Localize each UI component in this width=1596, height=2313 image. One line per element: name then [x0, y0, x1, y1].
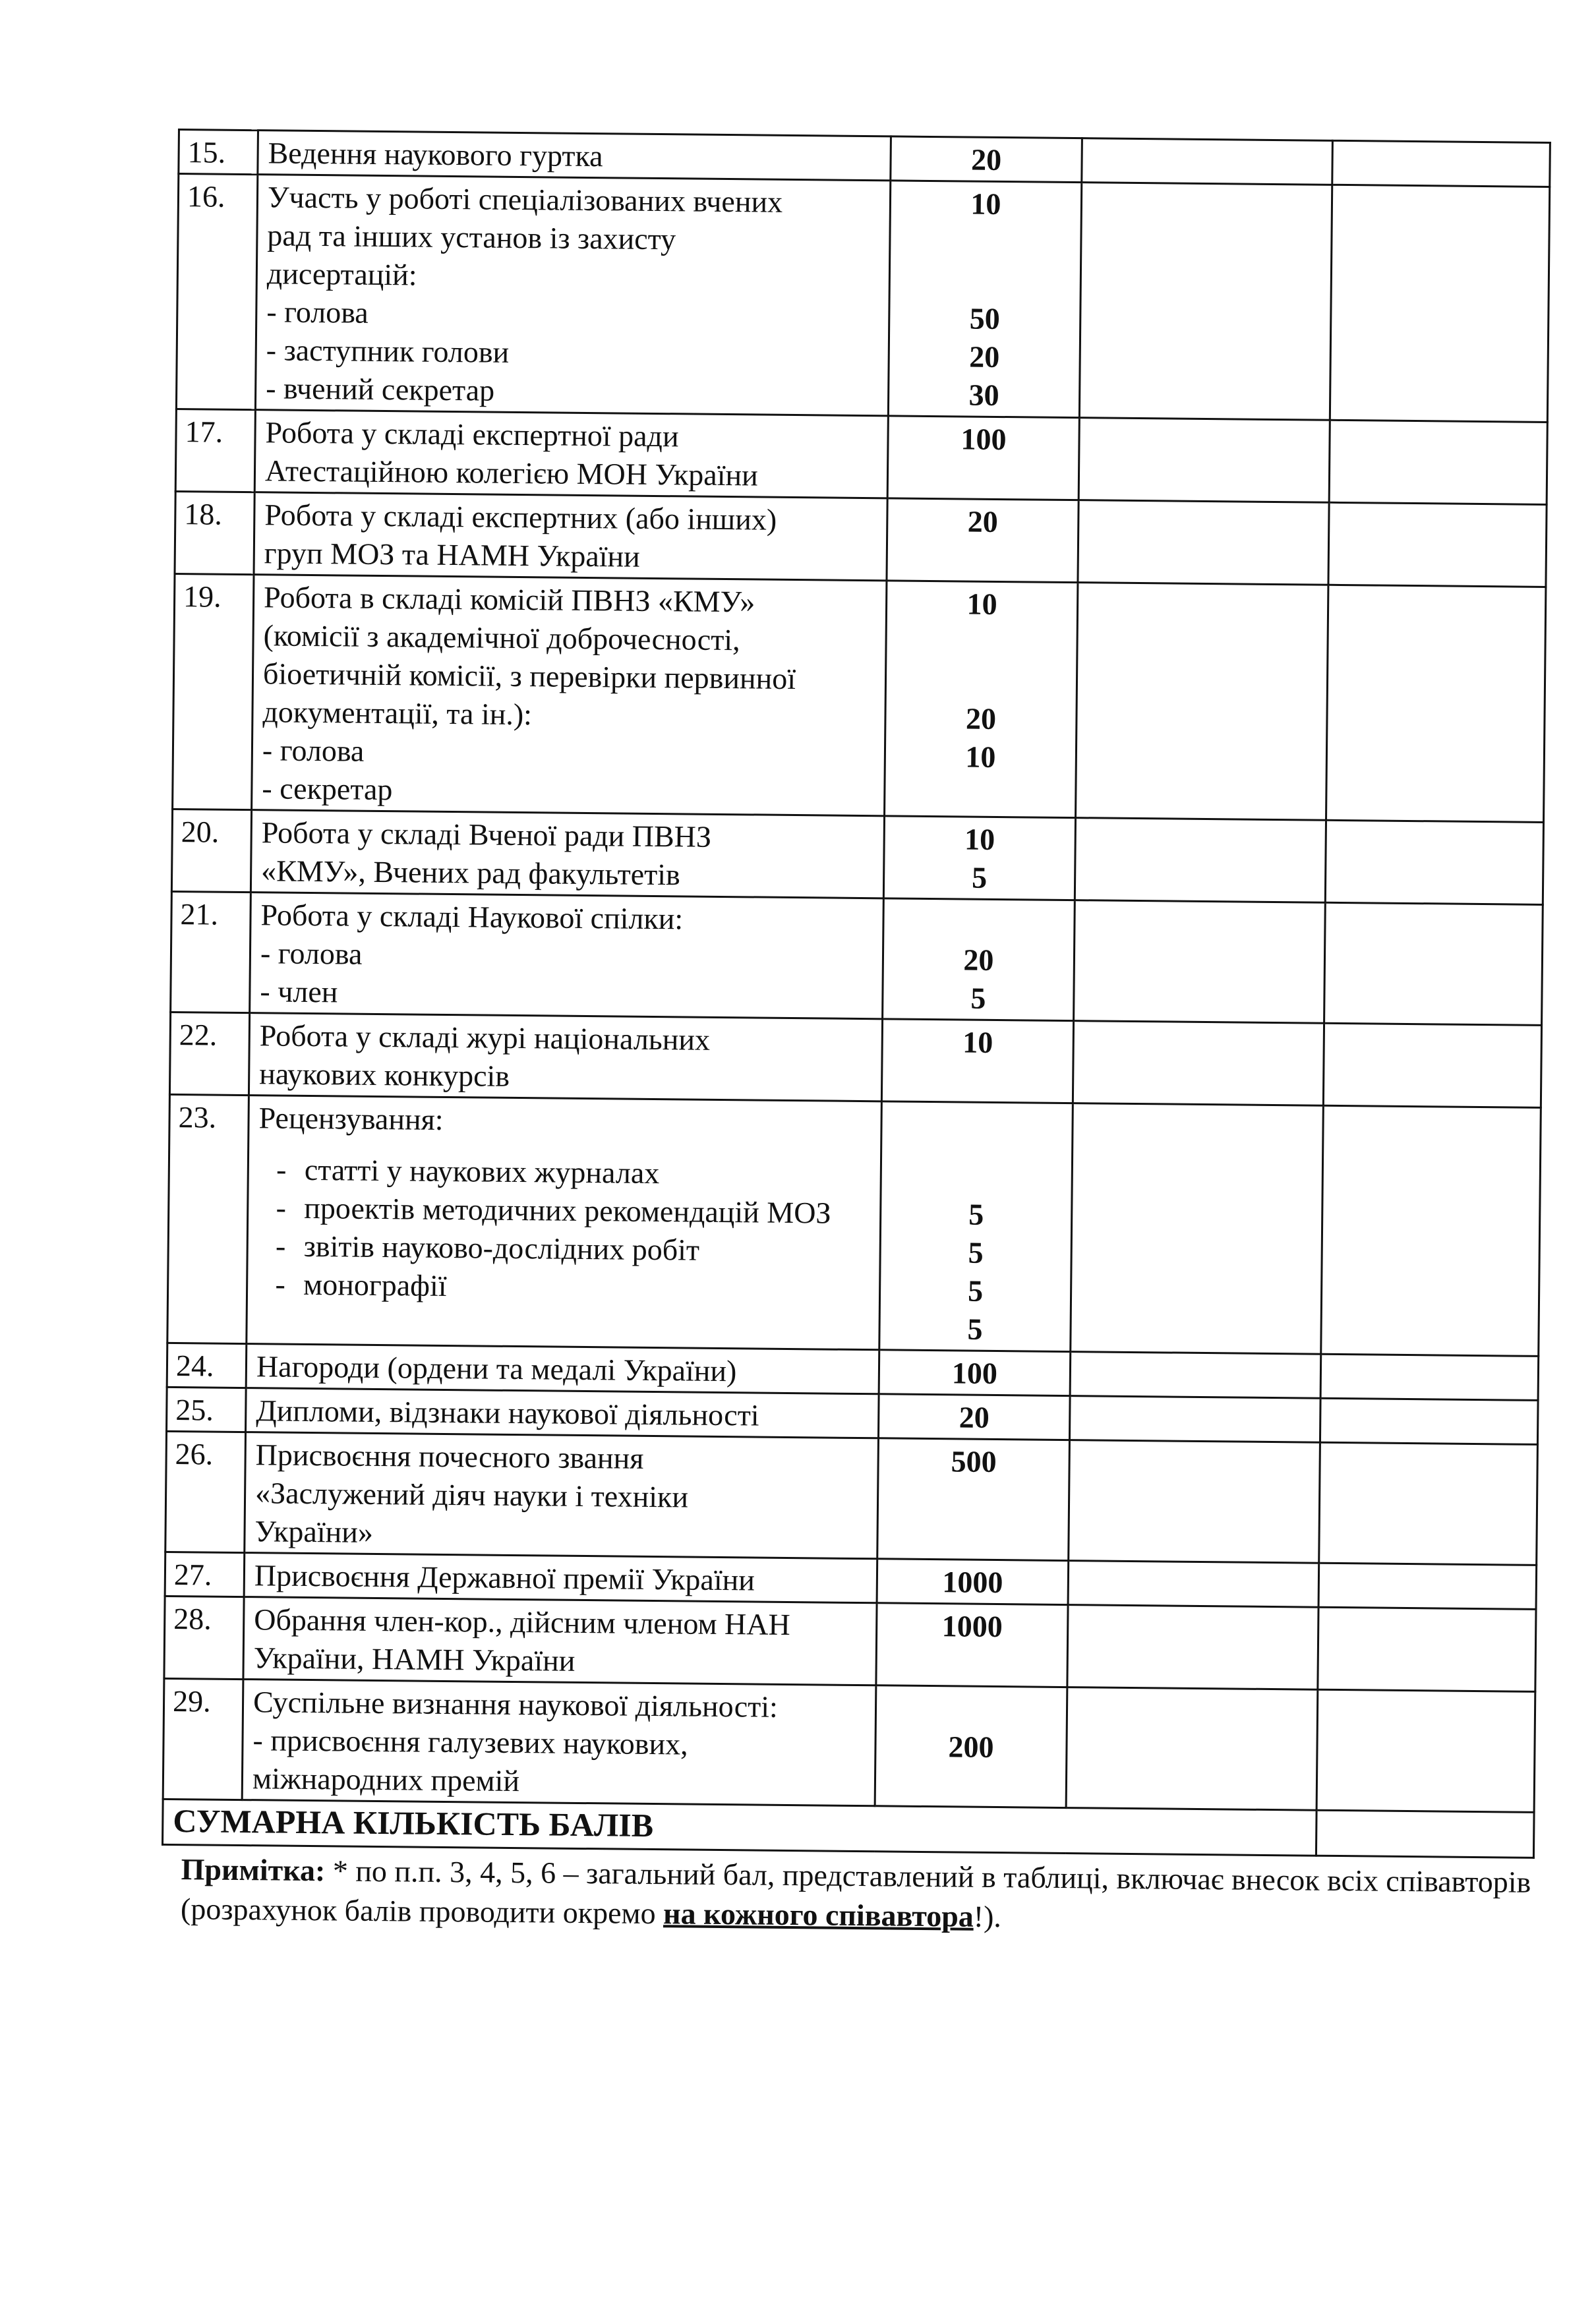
score-cell-b[interactable]: [1319, 1442, 1538, 1565]
score-cell-b[interactable]: [1320, 1354, 1539, 1400]
score-cell-a[interactable]: [1074, 900, 1326, 1024]
points-value: 5: [968, 1235, 984, 1270]
criterion-bullet-item: [257, 1227, 870, 1271]
points-value: 20: [970, 142, 1002, 177]
criterion-line: Присвоєння почесного звання: [255, 1438, 644, 1475]
points-value: 10: [970, 187, 1001, 221]
points-cell: [885, 581, 1078, 818]
table-row: [175, 491, 1547, 587]
score-cell-a[interactable]: [1070, 1352, 1321, 1399]
points-value: [893, 902, 1065, 941]
table-row: [165, 1431, 1538, 1565]
score-cell-a[interactable]: [1069, 1396, 1320, 1443]
criterion-cell: [243, 1597, 877, 1685]
row-number: 18.: [175, 491, 254, 574]
points-value: 500: [951, 1444, 997, 1479]
footnote: [161, 1850, 1552, 1942]
criterion-line: Робота у складі експертної ради: [265, 415, 679, 454]
criterion-line: - заступник голови: [266, 333, 510, 369]
criterion-line: дисертацій:: [266, 256, 417, 292]
criterion-line: - голова: [262, 733, 365, 768]
row-number: 23.: [167, 1094, 249, 1343]
score-cell-b[interactable]: [1332, 140, 1551, 187]
points-cell: [877, 1438, 1070, 1561]
score-cell-b[interactable]: [1318, 1563, 1537, 1609]
criterion-line: Робота у складі Наукової спілки:: [260, 898, 684, 936]
score-cell-a[interactable]: [1069, 1440, 1320, 1564]
bullet-dash-icon: -: [276, 1152, 287, 1186]
bullet-dash-icon: -: [276, 1190, 287, 1225]
bullet-dash-icon: -: [275, 1229, 286, 1263]
row-number: 15.: [179, 130, 258, 175]
points-value: [900, 261, 1071, 301]
row-number: 24.: [167, 1343, 247, 1388]
points-value: 20: [963, 943, 994, 977]
score-cell-b[interactable]: [1318, 1607, 1536, 1691]
criterion-cell: [244, 1553, 877, 1603]
criterion-cell: [246, 1344, 879, 1394]
score-cell-b[interactable]: [1326, 585, 1546, 822]
score-cell-b[interactable]: [1328, 502, 1547, 587]
score-cell-a[interactable]: [1071, 1103, 1324, 1355]
score-cell-b[interactable]: [1323, 1023, 1541, 1107]
criterion-bullet-item: [258, 1188, 871, 1233]
bullet-dash-icon: -: [275, 1267, 286, 1301]
points-value: 1000: [941, 1609, 1003, 1644]
table-row: [175, 409, 1547, 504]
criterion-line: України, НАМН України: [253, 1641, 576, 1678]
criterion-line: Дипломи, відзнаки наукової діяльності: [256, 1393, 759, 1432]
table-row: [169, 1012, 1541, 1107]
document-page: [161, 129, 1549, 1942]
criterion-line: Участь у роботі спеціалізованих вчених: [267, 180, 783, 219]
criterion-cell: [258, 131, 891, 181]
criterion-line: Суспільне визнання наукової діяльності:: [252, 1685, 779, 1724]
table-row: [173, 573, 1546, 822]
criterion-heading: Рецензування:: [258, 1101, 444, 1136]
criterion-cell: [255, 175, 890, 416]
points-value: 30: [968, 378, 999, 412]
score-cell-b[interactable]: [1330, 185, 1549, 422]
score-cell-b[interactable]: [1329, 420, 1547, 504]
footnote-label: Примітка:: [181, 1852, 326, 1888]
points-cell: [888, 181, 1081, 418]
points-value: 100: [961, 422, 1007, 457]
score-cell-a[interactable]: [1067, 1605, 1318, 1690]
row-number: 17.: [175, 409, 255, 492]
bullet-text: монографії: [303, 1267, 447, 1303]
points-cell: [887, 498, 1079, 583]
criterion-line: Робота у складі журі національних: [259, 1018, 711, 1057]
criterion-line: - присвоєння галузевих наукових,: [252, 1723, 688, 1761]
points-value: 200: [948, 1730, 994, 1764]
bullet-text: статті у наукових журналах: [304, 1152, 660, 1190]
criterion-bullet-item: [257, 1265, 870, 1309]
criterion-line: міжнародних премій: [252, 1761, 520, 1798]
criterion-cell: [246, 1388, 879, 1438]
points-value: 20: [968, 339, 1000, 374]
criterion-line: наукових конкурсів: [258, 1057, 510, 1093]
score-cell-a[interactable]: [1068, 1561, 1319, 1608]
points-value: 20: [959, 1400, 990, 1434]
points-cell: [881, 1019, 1073, 1103]
score-cell-a[interactable]: [1079, 183, 1332, 421]
criterion-line: - голова: [266, 295, 369, 330]
criterion-line: Робота у складі Вченої ради ПВНЗ: [261, 815, 712, 854]
row-number: 29.: [163, 1678, 243, 1800]
row-number: 27.: [165, 1552, 245, 1596]
score-cell-b[interactable]: [1324, 902, 1543, 1025]
criterion-line: - голова: [260, 936, 363, 971]
criterion-cell: [254, 492, 887, 581]
points-value: 1000: [942, 1565, 1003, 1600]
score-cell-a[interactable]: [1073, 1021, 1324, 1106]
points-cell: [883, 816, 1075, 900]
score-cell-a[interactable]: [1075, 818, 1326, 903]
criterion-cell: [250, 893, 884, 1019]
footnote-text-2: !).: [973, 1899, 1002, 1934]
score-cell-a[interactable]: [1076, 583, 1328, 821]
table-row: [163, 1678, 1535, 1812]
criterion-line: Робота у складі експертних (або інших): [264, 498, 777, 537]
criterion-line: біоетичній комісії, з перевірки первинної: [262, 657, 796, 696]
points-cell: [883, 898, 1075, 1021]
points-value: [896, 622, 1067, 662]
points-value: 5: [971, 860, 988, 894]
points-value: 50: [969, 301, 1001, 336]
row-number: 19.: [173, 573, 254, 809]
criterion-line: «Заслужений діяч науки і техніки: [254, 1476, 689, 1514]
footnote-text-1: * по п.п. 3, 4, 5, 6 – загальний бал, представлений в таблиці, включає внесок всіх співавторів (розрахунок балів проводити окремо: [180, 1854, 1531, 1931]
points-cell: [879, 1101, 1073, 1352]
points-value: 5: [967, 1274, 984, 1308]
criterion-line: «КМУ», Вчених рад факультетів: [260, 854, 681, 892]
score-cell-a[interactable]: [1078, 500, 1329, 585]
scoring-table-body: [163, 130, 1550, 1813]
footnote-emphasis: на кожного співавтора: [663, 1896, 974, 1933]
row-number: 21.: [171, 891, 251, 1012]
criterion-line: Присвоєння Державної премії України: [254, 1558, 755, 1597]
score-cell-b[interactable]: [1321, 1105, 1541, 1356]
criterion-cell: [254, 410, 888, 498]
row-number: 26.: [165, 1431, 246, 1552]
points-value: 5: [968, 1197, 984, 1231]
table-row: [171, 809, 1543, 904]
criterion-cell: [245, 1432, 879, 1559]
points-value: 10: [966, 587, 997, 621]
criterion-line: (комісії з академічної доброчесності,: [263, 618, 740, 657]
criterion-line: України»: [254, 1514, 374, 1549]
criterion-line: - вчений секретар: [265, 371, 495, 407]
points-cell: [877, 1559, 1069, 1605]
criterion-line: рад та інших установ із захисту: [267, 218, 676, 256]
row-number: 28.: [164, 1596, 244, 1679]
table-row: [171, 891, 1543, 1025]
points-value: 10: [962, 1025, 993, 1059]
criterion-line: - секретар: [262, 771, 393, 807]
points-value: [886, 1689, 1057, 1728]
scoring-table: [162, 129, 1551, 1859]
criterion-line: Атестаційною колегією МОН України: [264, 454, 759, 492]
bullet-text: звітів науково-дослідних робіт: [303, 1229, 700, 1267]
criterion-line: Ведення наукового гуртка: [268, 136, 603, 173]
table-row: [167, 1094, 1541, 1356]
points-cell: [891, 136, 1082, 183]
total-label: СУМАРНА КІЛЬКІСТЬ БАЛІВ: [163, 1799, 1317, 1856]
score-cell-a[interactable]: [1082, 138, 1333, 185]
points-value: 5: [970, 981, 986, 1015]
table-row: [176, 174, 1549, 423]
row-number: 22.: [169, 1012, 249, 1095]
points-cell: [875, 1685, 1067, 1808]
criterion-line: Робота в складі комісій ПВНЗ «КМУ»: [263, 580, 755, 619]
criterion-bullet-item: [258, 1150, 872, 1194]
points-value: 20: [967, 504, 999, 539]
score-cell-a[interactable]: [1079, 418, 1330, 503]
row-number: 25.: [167, 1387, 247, 1432]
table-row: [164, 1596, 1536, 1691]
criterion-cell: [251, 810, 884, 898]
row-number: 20.: [171, 809, 251, 892]
points-value: 5: [967, 1312, 983, 1346]
points-value: 20: [965, 701, 997, 736]
points-value: 10: [965, 740, 996, 774]
points-cell: [879, 1350, 1071, 1396]
criterion-line: Обрання член-кор., дійсним членом НАН: [254, 1602, 790, 1642]
points-cell: [887, 416, 1079, 500]
score-cell-b[interactable]: [1325, 820, 1543, 904]
points-value: 10: [964, 822, 995, 856]
points-value: [900, 223, 1071, 262]
criterion-line: - член: [260, 974, 338, 1009]
points-cell: [878, 1394, 1070, 1440]
points-value: 100: [951, 1356, 998, 1391]
score-cell-b[interactable]: [1320, 1398, 1538, 1444]
criterion-cell: [249, 1013, 882, 1101]
score-cell-b[interactable]: [1316, 1689, 1535, 1812]
criterion-line: документації, та ін.):: [262, 695, 533, 732]
total-score-cell: [1316, 1810, 1534, 1858]
row-number: 16.: [176, 174, 257, 410]
criterion-cell: [247, 1096, 882, 1350]
criterion-line: груп МОЗ та НАМН України: [264, 536, 641, 573]
criterion-cell: [242, 1680, 876, 1806]
points-cell: [876, 1603, 1068, 1687]
bullet-text: проектів методичних рекомендацій МОЗ: [304, 1190, 831, 1230]
score-cell-a[interactable]: [1066, 1687, 1318, 1811]
points-value: [896, 660, 1067, 700]
criterion-cell: [252, 575, 887, 816]
criterion-line: Нагороди (ордени та медалі України): [256, 1349, 737, 1388]
